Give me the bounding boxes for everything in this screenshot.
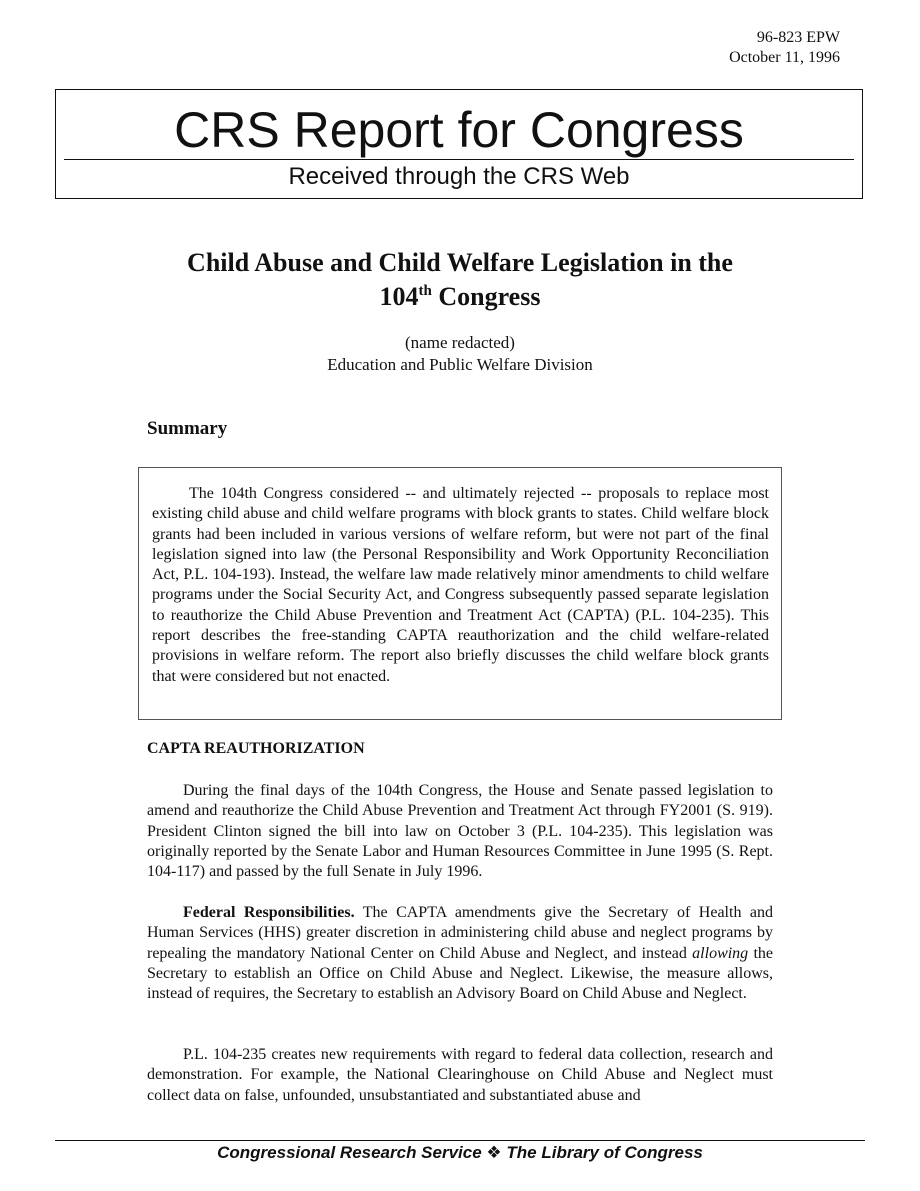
title-line-1: Child Abuse and Child Welfare Legislation in the [187,248,733,277]
banner-rule [64,159,854,160]
footer-rule [55,1140,865,1141]
footer-loc: The Library of Congress [506,1143,703,1162]
summary-text: The 104th Congress considered -- and ultimately rejected -- proposals to replace most existing child abuse and child welfare programs with block grants to states. Child welfare block grants had been included in various versions of welfare reform, but were not part of the final legislation signed into law (the Personal Responsibility and Work Opportunity Reconciliation Act, P.L. 104-193). Instead, the welfare law made relatively minor amendments to child welfare programs under the Social Security Act, and Congress subsequently passed separate legislation to reauthorize the Child Abuse Prevention and Treatment Act (CAPTA) (P.L. 104-235). This report describes the free-standing CAPTA reauthorization and the child welfare-related provisions in welfare reform. The report also briefly discusses the child welfare block grants that were considered but not enacted. [152,485,769,685]
capta-heading: CAPTA REAUTHORIZATION [147,740,365,757]
banner-title: CRS Report for Congress [174,102,744,158]
title-ordinal-number: 104 [379,282,419,311]
banner-subtitle: Received through the CRS Web [288,163,630,190]
paragraph-2-text-b: the Secretary to establish an Office on Child Abuse and Neglect. Likewise, the measure allows, instead of requires, the Secretary to establish an Advisory Board on Child Abuse and Neglect. [147,944,773,1003]
summary-heading: Summary [147,418,228,439]
report-date: October 11, 1996 [729,49,840,66]
report-number: 96-823 EPW [756,29,840,46]
report-meta [729,28,840,68]
title-congress-word: Congress [438,282,541,311]
footer [0,1143,920,1163]
capta-paragraph-3: P.L. 104-235 creates new requirements with regard to federal data collection, research and demonstration. For example, the National Clearinghouse on Child Abuse and Neglect must collect data on false, unfounded, unsubstantiated and substantiated abuse and [147,1046,773,1104]
federal-responsibilities-lead: Federal Responsibilities. [183,904,355,921]
document-title [100,246,820,314]
crs-banner [55,89,863,199]
diamond-separator-icon: ❖ [486,1143,502,1162]
title-line-2 [100,280,820,314]
paragraph-2-text-a: The CAPTA amendments give the Secretary of Health and Human Services (HHS) greater discretion in administering child abuse and neglect programs by repealing the mandatory National Center on Child Abuse and Neglect, and instead [147,904,774,962]
footer-crs: Congressional Research Service [217,1143,482,1162]
author: (name redacted) [405,333,515,352]
capta-paragraph-1: During the final days of the 104th Congress, the House and Senate passed legislation to amend and reauthorize the Child Abuse Prevention and Treatment Act through FY2001 (S. 919). President Clinton signed the bill into law on October 3 (P.L. 104-235). This legislation was originally reported by the Senate Labor and Human Resources Committee in June 1995 (S. Rept. 104-117) and passed by the full Senate in July 1996. [147,782,773,881]
summary-box [138,467,782,720]
byline [0,332,920,376]
title-ordinal-suffix: th [418,283,432,299]
capta-paragraph-2 [147,903,773,1004]
division: Education and Public Welfare Division [327,355,593,374]
allowing-emphasis: allowing [692,944,749,962]
